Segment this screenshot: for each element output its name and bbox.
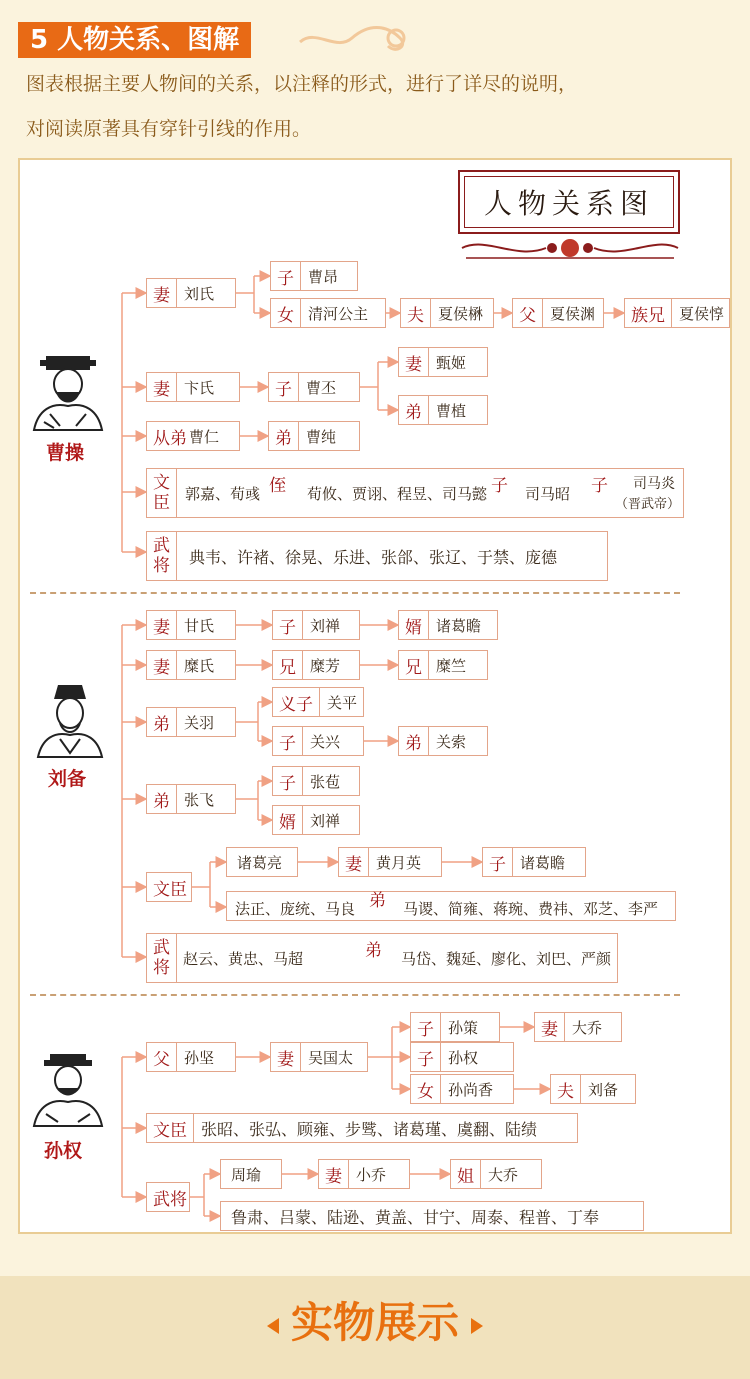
relation-label: 文 臣 — [147, 469, 177, 517]
sun-quan-portrait-icon — [30, 1052, 106, 1128]
cao-pi-brother-zhi — [398, 395, 488, 425]
xiaoqiao-sister-daqiao — [450, 1159, 542, 1189]
person-name: 孙坚 — [184, 1048, 215, 1067]
cao-military-generals — [146, 531, 608, 581]
relation-label: 文臣 — [147, 1114, 194, 1142]
person-name: 夏侯渊 — [550, 304, 596, 323]
description-line1: 图表根据主要人物间的关系，以注释的形式，进行了详尽的说明， — [26, 73, 578, 95]
person-name: 曹丕 — [306, 378, 337, 397]
cao-cousin-ren — [146, 421, 240, 451]
sun-father-jian — [146, 1042, 236, 1072]
footer-title: 实物展示 — [290, 1298, 459, 1347]
generals-group-2: 马岱、魏延、廖化、刘巴、严颜 — [401, 950, 612, 968]
officials-group-2: 马谡、简雍、蒋琬、费祎、邓芝、李严 — [403, 900, 659, 918]
officials-group-1: 法正、庞统、马良 — [235, 900, 356, 918]
relation-label: 子 — [411, 1013, 441, 1041]
relation-label: 婿 — [399, 611, 429, 639]
relation-label: 夫 — [551, 1075, 581, 1103]
relation-label: 女 — [411, 1075, 441, 1103]
guan-adopted-son-ping — [272, 687, 364, 717]
relation-label: 父 — [513, 299, 543, 327]
person-name: 关平 — [327, 693, 358, 712]
cloud-ornament-icon — [296, 18, 416, 58]
person-name: 大乔 — [572, 1018, 603, 1037]
person-name: 张苞 — [310, 772, 341, 791]
officials-group-2: 荀攸、贾诩、程昱、司马懿 — [307, 485, 488, 503]
person-name: 张飞 — [184, 790, 215, 809]
zhang-son-in-law-shan — [272, 805, 360, 835]
person-name: 曹仁 — [189, 427, 220, 446]
sun-civil-officials — [146, 1113, 578, 1143]
person-name: 诸葛瞻 — [436, 616, 482, 635]
generals-list: 典韦、许褚、徐晃、乐进、张郃、张辽、于禁、庞德 — [189, 547, 558, 567]
liu-brother-mifang — [272, 650, 360, 680]
person-name: 糜芳 — [310, 656, 341, 675]
relation-label: 妻 — [271, 1043, 301, 1071]
relation-brother-label: 弟 — [365, 941, 382, 961]
person-name: 卞氏 — [184, 378, 215, 397]
person-name: 孙策 — [448, 1018, 479, 1037]
sun-quan-name: 孙权 — [44, 1140, 83, 1162]
sun-ce-wife-daqiao — [534, 1012, 622, 1042]
person-name: 刘备 — [588, 1080, 619, 1099]
sun-husband-liubei — [550, 1074, 636, 1104]
cao-father-xiahouyuan — [512, 298, 604, 328]
liu-bei-name: 刘备 — [48, 768, 87, 790]
diagram-title-frame — [458, 170, 680, 234]
sun-generals-list — [220, 1201, 644, 1231]
relation-label: 族兄 — [625, 299, 672, 327]
person-name: 诸葛瞻 — [520, 853, 566, 872]
person-name: 诸葛亮 — [237, 853, 283, 872]
relation-label: 子 — [269, 373, 299, 401]
relation-label: 子 — [483, 848, 513, 876]
liu-son-in-law-zhan — [398, 610, 498, 640]
relation-label: 妻 — [535, 1013, 565, 1041]
liu-wife-mi — [146, 650, 236, 680]
liu-wife-gan — [146, 610, 236, 640]
relation-label: 弟 — [269, 422, 299, 450]
relation-label: 兄 — [273, 651, 303, 679]
liu-civil-officials — [146, 872, 192, 902]
sun-jian-wife-wu — [270, 1042, 368, 1072]
person-name: 黄月英 — [376, 853, 422, 872]
relation-label: 女 — [271, 299, 301, 327]
person-name: 甄姬 — [436, 353, 467, 372]
liu-brother-zhangfei — [146, 784, 236, 814]
triangle-left-icon — [267, 1318, 279, 1334]
cao-daughter-qinghe — [270, 298, 386, 328]
description-line2: 对阅读原著具有穿针引线的作用。 — [26, 118, 312, 140]
sun-military-generals — [146, 1182, 190, 1212]
relation-label: 弟 — [147, 785, 177, 813]
person-name: 曹昂 — [308, 267, 339, 286]
relation-label: 弟 — [399, 727, 429, 755]
person-name: 孙尚香 — [448, 1080, 494, 1099]
officials-group-1: 郭嘉、荀彧 — [185, 485, 261, 503]
person-name: 关索 — [436, 732, 467, 751]
relation-label: 子 — [271, 262, 301, 290]
sima-zhao: 司马昭 — [525, 485, 571, 503]
person-name: 曹植 — [436, 401, 467, 420]
relation-son-label-2: 子 — [591, 476, 608, 496]
person-name: 大乔 — [488, 1165, 519, 1184]
relation-label: 妻 — [319, 1160, 349, 1188]
guan-son-xing — [272, 726, 364, 756]
liu-brother-guanyu — [146, 707, 236, 737]
cao-cao-portrait-icon — [30, 354, 106, 432]
relation-label: 父 — [147, 1043, 177, 1071]
cao-wife-liu — [146, 278, 236, 308]
person-name: 刘禅 — [310, 811, 341, 830]
cao-cousin-xiahoudun — [624, 298, 730, 328]
relation-label: 武 将 — [147, 934, 177, 982]
relation-label: 弟 — [147, 708, 177, 736]
person-name: 曹纯 — [306, 427, 337, 446]
ornament-divider-icon — [456, 234, 684, 262]
person-name: 清河公主 — [308, 304, 369, 323]
cao-civil-officials — [146, 468, 684, 518]
person-name: 小乔 — [356, 1165, 387, 1184]
zhuge-wife-huang — [338, 847, 442, 877]
cao-cao-name: 曹操 — [46, 442, 85, 464]
zhuge-son-zhan — [482, 847, 586, 877]
relation-label: 弟 — [399, 396, 429, 424]
relation-label: 子 — [273, 611, 303, 639]
relation-label: 武将 — [153, 1189, 187, 1210]
relation-label: 妻 — [147, 373, 177, 401]
relation-label: 妻 — [147, 611, 177, 639]
person-name: 关羽 — [184, 713, 215, 732]
relation-label: 文臣 — [153, 879, 187, 900]
person-name: 周瑜 — [231, 1165, 262, 1184]
footer-heading — [0, 1290, 750, 1350]
person-name: 夏侯惇 — [679, 304, 725, 323]
section-divider — [30, 592, 680, 594]
person-name: 糜竺 — [436, 656, 467, 675]
officials-list: 张昭、张弘、顾雍、步骘、诸葛瑾、虞翻、陆绩 — [201, 1119, 538, 1139]
sun-daughter-shangxiang — [410, 1074, 514, 1104]
person-name: 吴国太 — [308, 1048, 354, 1067]
liu-brother-mizhu — [398, 650, 488, 680]
liu-son-shan — [272, 610, 360, 640]
relation-brother-label: 弟 — [369, 891, 386, 911]
person-name: 关兴 — [310, 732, 341, 751]
relation-label: 妻 — [399, 348, 429, 376]
guan-xing-brother-suo — [398, 726, 488, 756]
zhuge-liang — [226, 847, 298, 877]
person-name: 刘禅 — [310, 616, 341, 635]
relation-label: 妻 — [147, 651, 177, 679]
section-title: 5 人物关系、图解 — [18, 22, 251, 58]
person-name: 甘氏 — [184, 616, 215, 635]
person-name: 孙权 — [448, 1048, 479, 1067]
relation-label: 武 将 — [147, 532, 177, 580]
zhou-yu — [220, 1159, 282, 1189]
section-divider — [30, 994, 680, 996]
sima-yan: 司马炎 — [633, 476, 675, 492]
zhang-son-bao — [272, 766, 360, 796]
relation-label: 兄 — [399, 651, 429, 679]
person-name: 刘氏 — [184, 284, 215, 303]
person-name: 夏侯楙 — [438, 304, 484, 323]
generals-list: 鲁肃、吕蒙、陆逊、黄盖、甘宁、周泰、程普、丁奉 — [231, 1207, 600, 1227]
cao-husband-xiahoumao — [400, 298, 494, 328]
cao-pi-wife-zhenji — [398, 347, 488, 377]
relation-label: 夫 — [401, 299, 431, 327]
relation-label: 婿 — [273, 806, 303, 834]
relation-label: 从弟 — [153, 428, 187, 449]
sun-son-quan — [410, 1042, 514, 1072]
relation-label: 子 — [273, 727, 303, 755]
zhou-wife-xiaoqiao — [318, 1159, 410, 1189]
relation-label: 妻 — [147, 279, 177, 307]
cao-wife-bian — [146, 372, 240, 402]
relation-nephew-label: 侄 — [269, 476, 286, 496]
sun-son-ce — [410, 1012, 500, 1042]
jin-wudi-note: （晋武帝） — [615, 497, 681, 512]
cao-son-ang — [270, 261, 358, 291]
cao-son-pi — [268, 372, 360, 402]
liu-military-generals — [146, 933, 618, 983]
person-name: 糜氏 — [184, 656, 215, 675]
relation-label: 姐 — [451, 1160, 481, 1188]
generals-group-1: 赵云、黄忠、马超 — [183, 950, 304, 968]
relation-label: 子 — [273, 767, 303, 795]
relation-label: 子 — [411, 1043, 441, 1071]
relation-label: 妻 — [339, 848, 369, 876]
relation-label: 义子 — [273, 688, 320, 716]
cao-ren-brother-chun — [268, 421, 360, 451]
liu-bei-portrait-icon — [36, 683, 106, 759]
relation-son-label-1: 子 — [491, 476, 508, 496]
diagram-title: 人物关系图 — [464, 176, 674, 228]
triangle-right-icon — [471, 1318, 483, 1334]
liu-officials-list — [226, 891, 676, 921]
